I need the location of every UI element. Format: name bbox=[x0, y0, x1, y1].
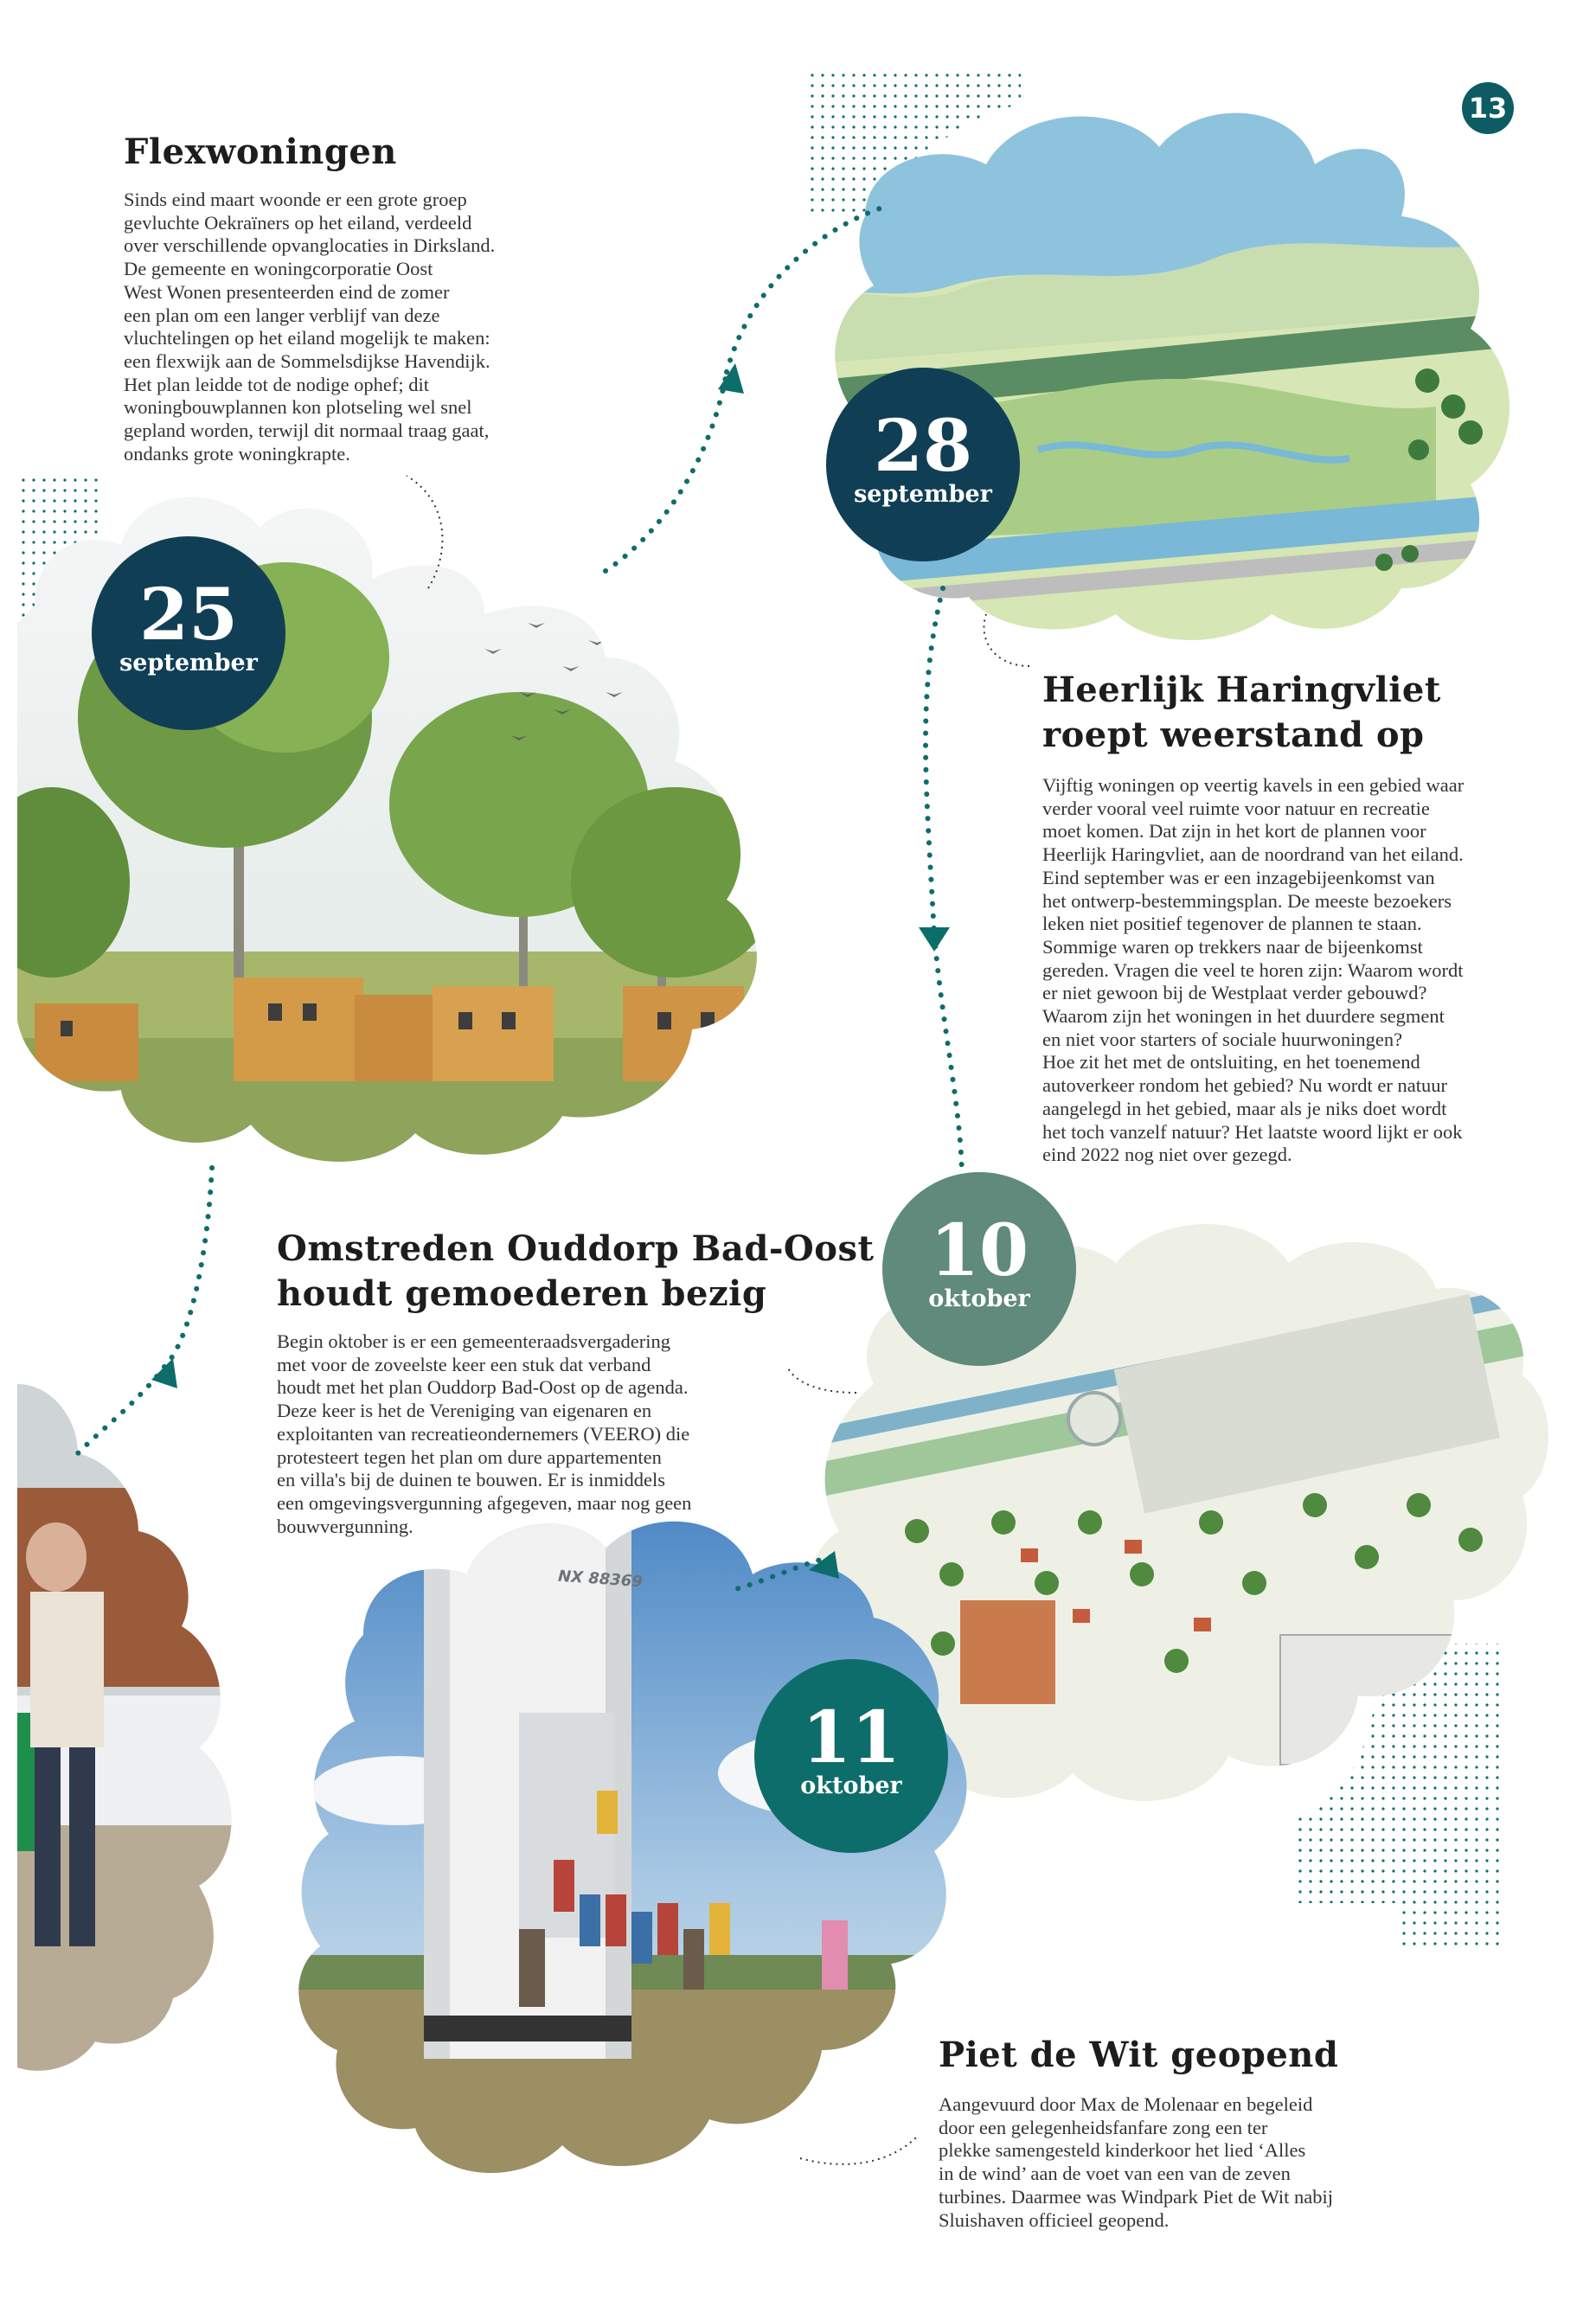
date-badge-10-oktober bbox=[882, 1172, 1076, 1366]
date-badge-day: 28 bbox=[873, 405, 973, 488]
article-body-ouddorp-bad-oost: Begin oktober is er een gemeenteraadsvergadering met voor de zoveelste keer een stuk dat verband houdt met het plan Ouddorp Bad-Oost op de agenda. Deze keer is het de Vereniging van eigenaren en exploitanten van recreatieondernemers (VEERO) die protesteert tegen het plan om dure appartementen en villa's bij de duinen te bouwen. Er is inmiddels een omgevingsvergunning afgegeven, maar nog geen bouwvergunning. bbox=[277, 1330, 692, 1537]
date-badge-day: 10 bbox=[929, 1209, 1029, 1292]
date-badge-11-oktober bbox=[754, 1659, 948, 1853]
page-number: 13 bbox=[1462, 82, 1514, 134]
date-badge-day: 11 bbox=[801, 1696, 901, 1779]
article-title-piet-de-wit: Piet de Wit geopend bbox=[939, 2035, 1339, 2075]
date-badge-month: oktober bbox=[800, 1772, 902, 1799]
left-edge-photo bbox=[0, 1367, 260, 2085]
article-body-flexwoningen: Sinds eind maart woonde er een grote groep gevluchte Oekraïners op het eiland, verdeeld over verschillende opvanglocaties in Dirksland. De gemeente en woningcorporatie Oost West Wonen presenteerden eind de zomer een plan om een langer verblijf van deze vluchtelingen op het eiland mogelijk te maken: een flexwijk aan de Sommelsdijkse Havendijk. Het plan leidde tot de nodige ophef; dit woningbouwplannen kon plotseling wel snel gepland worden, terwijl dit normaal traag gaat, ondanks grote woningkrapte. bbox=[124, 189, 496, 465]
article-body-heerlijk-haringvliet: Vijftig woningen op veertig kavels in een gebied waar verder vooral veel ruimte voor natuur en recreatie moet komen. Dat zijn in het kort de plannen voor Heerlijk Haringvliet, aan de noordrand van het eiland. Eind september was er een inzagebijeenkomst van het ontwerp-bestemmingsplan. De meeste bezoekers leken niet positief tegenover de plannen te staan. Sommige waren op trekkers naar de bijeenkomst gereden. Vragen die veel te horen zijn: Waarom wordt er niet gewoon bij de Westplaat verder gebouwd? Waarom zijn het woningen in het duurdere segment en niet voor starters of sociale huurwoningen? Hoe zit het met de ontsluiting, en het toenemend autoverkeer rondom het gebied? Nu wordt er natuur aangelegd in het gebied, maar als je niks doet wordt het toch vanzelf natuur? Het laatste woord lijkt er ook eind 2022 nog niet over gezegd. bbox=[1042, 774, 1465, 1166]
date-badge-month: oktober bbox=[928, 1285, 1030, 1312]
date-badge-25-september bbox=[92, 536, 285, 730]
article-title-ouddorp-bad-oost: Omstreden Ouddorp Bad-Oost houdt gemoederen bezig bbox=[277, 1228, 875, 1314]
article-title-flexwoningen: Flexwoningen bbox=[124, 131, 397, 172]
date-badge-28-september bbox=[826, 368, 1020, 561]
date-badge-month: september bbox=[854, 481, 992, 508]
date-badge-day: 25 bbox=[138, 574, 239, 657]
article-body-piet-de-wit: Aangevuurd door Max de Molenaar en begeleid door een gelegenheidsfanfare zong een ter plekke samengesteld kinderkoor het lied ‘Alles in de wind’ aan de voet van een van de zeven turbines. Daarmee was Windpark Piet de Wit nabij Sluishaven officieel geopend. bbox=[939, 2093, 1333, 2231]
article-title-heerlijk-haringvliet: Heerlijk Haringvliet roept weerstand op bbox=[1042, 670, 1441, 755]
turbine-label: NX 88369 bbox=[557, 1567, 644, 1592]
date-badge-month: september bbox=[119, 650, 258, 676]
